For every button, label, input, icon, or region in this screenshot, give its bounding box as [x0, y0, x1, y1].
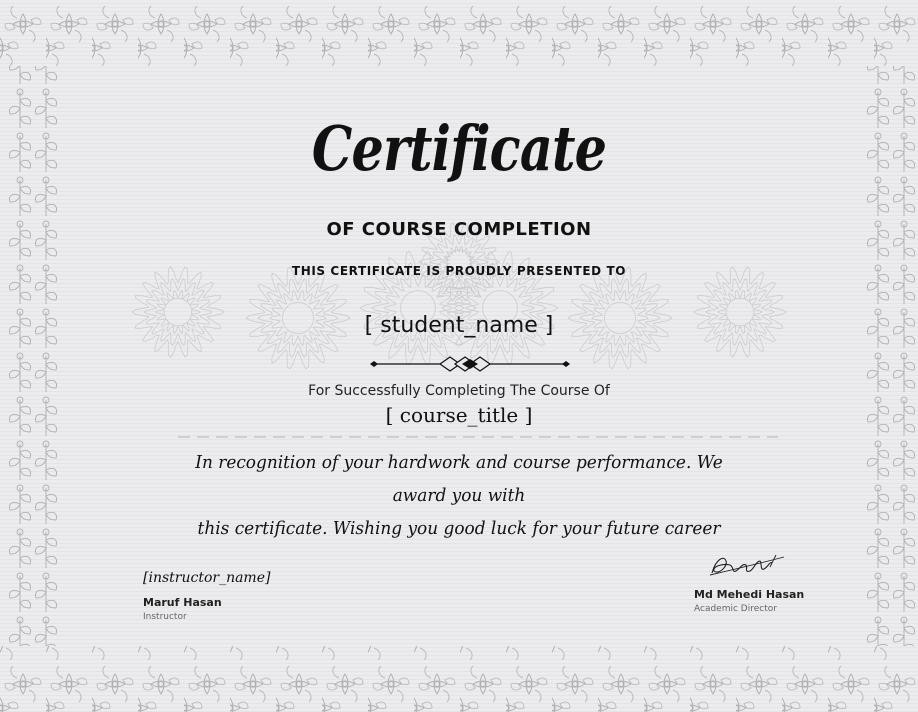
recognition-line-2: this certificate. Wishing you good luck for your future career: [197, 518, 721, 539]
recognition-text: [169, 446, 750, 545]
recognition-line-1: In recognition of your hardwork and course performance. We award you with: [195, 452, 723, 506]
certificate-subtitle: OF COURSE COMPLETION: [326, 219, 592, 240]
dashed-separator: [178, 434, 778, 440]
course-title: [ course_title ]: [385, 403, 533, 427]
certificate-title: Certificate: [311, 112, 607, 185]
student-name: [ student_name ]: [364, 313, 554, 338]
ornamental-divider: [370, 354, 570, 374]
director-role: Academic Director: [694, 604, 777, 614]
instructor-name: Maruf Hasan: [143, 596, 222, 609]
director-signature-block: [694, 552, 804, 614]
director-name: Md Mehedi Hasan: [694, 588, 805, 601]
instructor-script-name: [instructor_name]: [143, 570, 271, 586]
presented-to-label: THIS CERTIFICATE IS PROUDLY PRESENTED TO: [291, 264, 627, 278]
course-intro-text: For Successfully Completing The Course Of: [308, 383, 610, 399]
instructor-role: Instructor: [143, 612, 187, 622]
instructor-signature-block: [143, 570, 270, 622]
